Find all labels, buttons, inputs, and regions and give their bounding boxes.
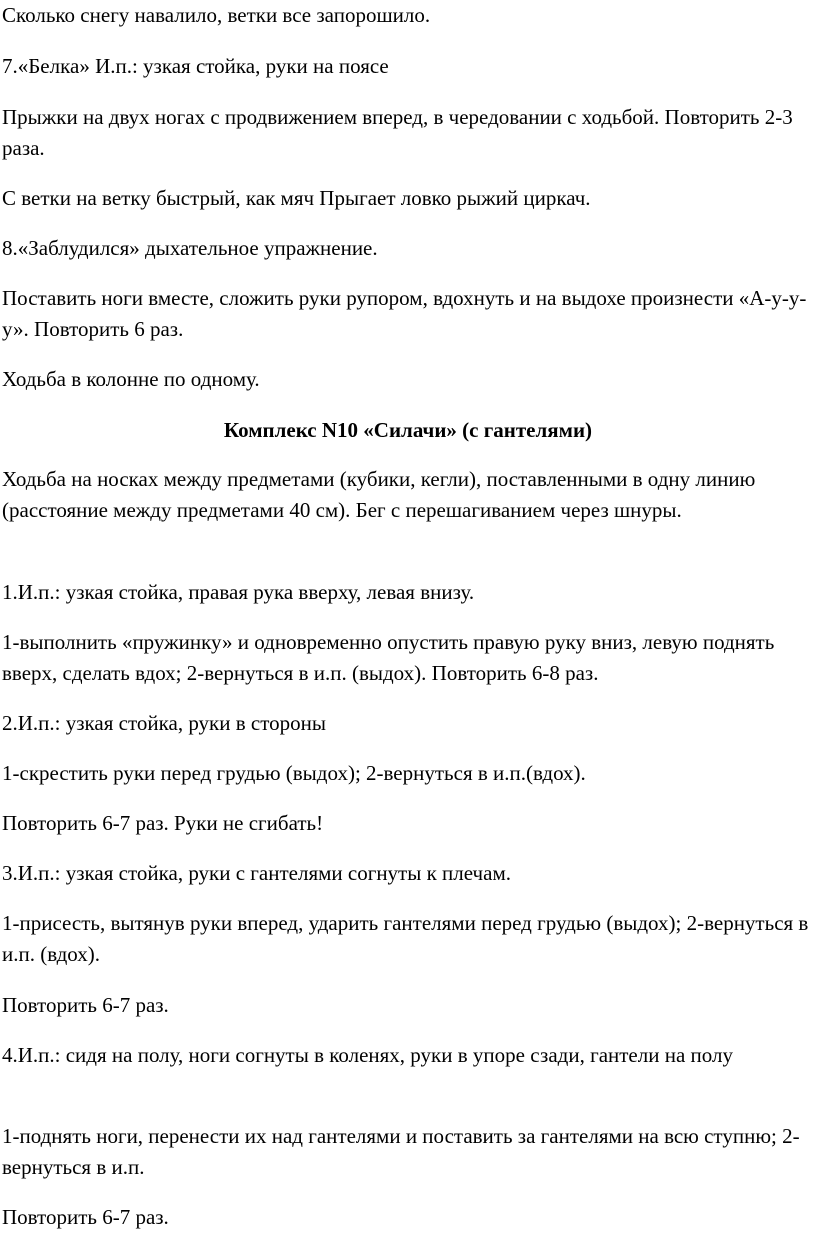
paragraph-exercise-1-title: 1.И.п.: узкая стойка, правая рука вверху, левая внизу. [2, 580, 475, 604]
paragraph-exercise-2-title: 2.И.п.: узкая стойка, руки в стороны [2, 711, 326, 735]
paragraph-exercise-1-desc: 1-выполнить «пружинку» и одновременно опустить правую руку вниз, левую поднять вверх, сделать вдох; 2-вернуться в и.п. (выдох). Повторить 6-8 раз. [2, 630, 775, 685]
paragraph-squirrel-rhyme: С ветки на ветку быстрый, как мяч Прыгает ловко рыжий циркач. [2, 186, 591, 210]
paragraph-snow-rhyme: Сколько снегу навалило, ветки все запорошило. [2, 3, 431, 27]
paragraph-exercise-3-title: 3.И.п.: узкая стойка, руки с гантелями согнуты к плечам. [2, 861, 511, 885]
paragraph-exercise-3-desc: 1-присесть, вытянув руки вперед, ударить гантелями перед грудью (выдох); 2-вернуться в и.п. (вдох). [2, 911, 809, 966]
paragraph-exercise-4-title: 4.И.п.: сидя на полу, ноги согнуты в коленях, руки в упоре сзади, гантели на полу [2, 1043, 733, 1067]
paragraph-warmup-walking: Ходьба на носках между предметами (кубики, кегли), поставленными в одну линию (расстояние между предметами 40 см). Бег с перешагиванием через шнуры. [2, 467, 756, 522]
paragraph-exercise-8-title: 8.«Заблудился» дыхательное упражнение. [2, 236, 378, 260]
paragraph-exercise-3-repeat: Повторить 6-7 раз. [2, 993, 169, 1017]
paragraph-walking-column: Ходьба в колонне по одному. [2, 367, 260, 391]
paragraph-exercise-7-desc: Прыжки на двух ногах с продвижением вперед, в чередовании с ходьбой. Повторить 2-3 раза. [2, 105, 793, 160]
paragraph-exercise-8-desc: Поставить ноги вместе, сложить руки рупором, вдохнуть и на выдохе произнести «А-у-у-у». Повторить 6 раз. [2, 286, 807, 341]
paragraph-exercise-2-repeat: Повторить 6-7 раз. Руки не сгибать! [2, 811, 324, 835]
paragraph-exercise-7-title: 7.«Белка» И.п.: узкая стойка, руки на поясе [2, 54, 389, 78]
paragraph-exercise-4-desc: 1-поднять ноги, перенести их над гантелями и поставить за гантелями на всю ступню; 2-вернуться в и.п. [2, 1124, 800, 1179]
section-heading-complex-10: Комплекс N10 «Силачи» (с гантелями) [223, 418, 593, 442]
paragraph-exercise-4-repeat: Повторить 6-7 раз. [2, 1205, 169, 1229]
paragraph-exercise-2-desc: 1-скрестить руки перед грудью (выдох); 2-вернуться в и.п.(вдох). [2, 761, 586, 785]
